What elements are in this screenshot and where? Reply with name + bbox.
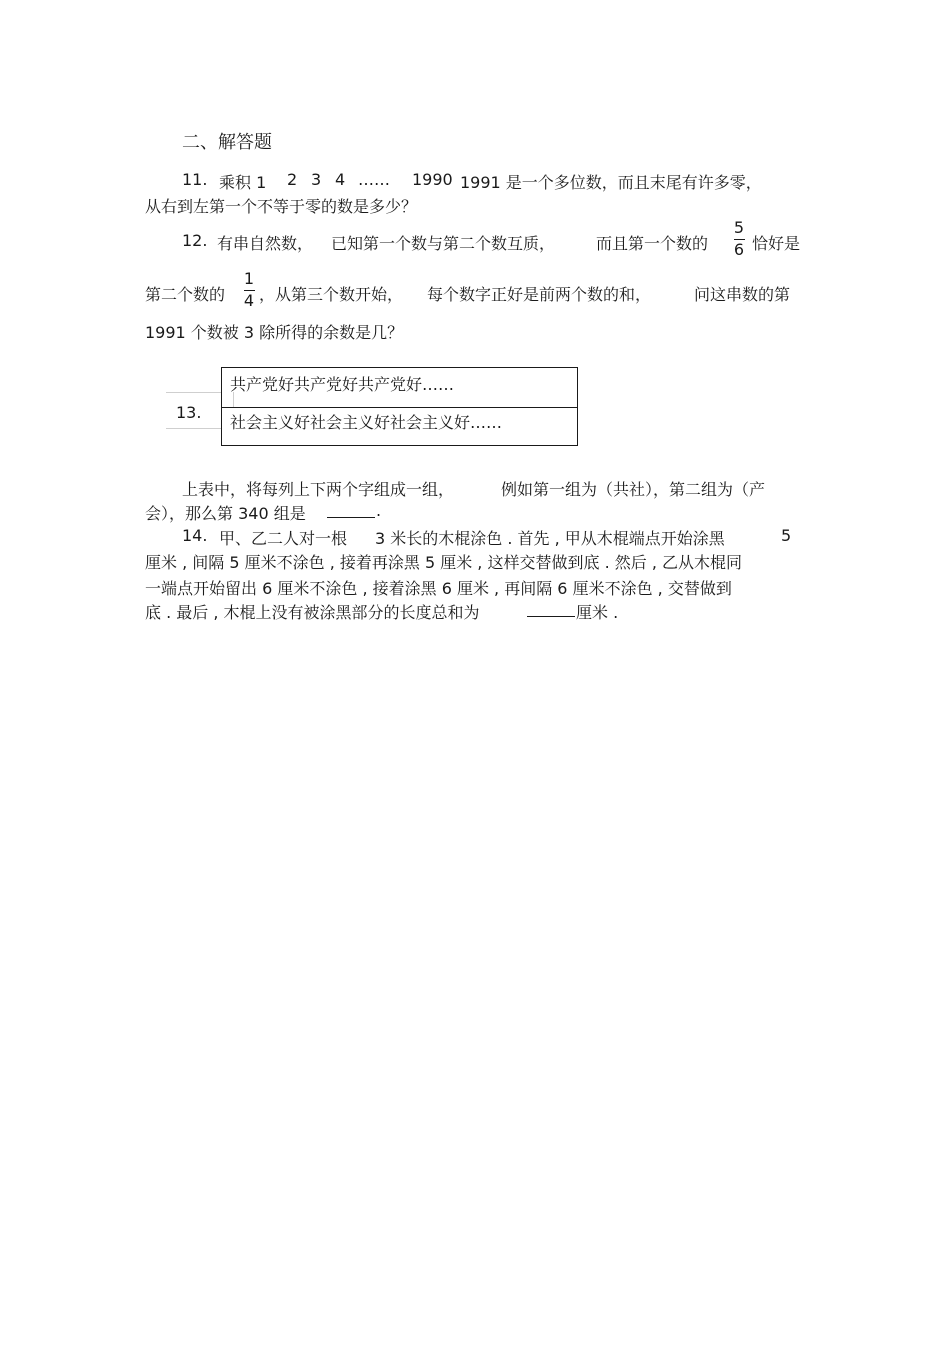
q13-line-1b: 例如第一组为（共社），第二组为（产 [501, 480, 766, 499]
q13-number: 13. [176, 403, 202, 422]
q12-text-2: 已知第一个数与第二个数互质， [331, 234, 556, 253]
fraction-denominator: 6 [733, 240, 745, 259]
q12-text-3: 而且第一个数的 [596, 234, 709, 253]
q12-line-3: 1991 个数被 3 除所得的余数是几？ [145, 323, 404, 342]
q14-text-3: 5 [781, 526, 792, 545]
q12-line-2d: 问这串数的第 [694, 285, 791, 304]
character-table [221, 367, 578, 446]
q12-line-2b: ，从第三个数开始， [259, 285, 404, 304]
q11-number: 11. [182, 170, 208, 189]
q11-text-1: 乘积 1 [219, 173, 267, 192]
table-guide-line [166, 428, 222, 429]
section-heading: 二、解答题 [182, 132, 272, 153]
table-row-2: 社会主义好社会主义好社会主义好…… [230, 413, 503, 432]
q12-fraction-one-quarter [241, 270, 257, 310]
fraction-numerator: 1 [243, 269, 255, 288]
table-row-1: 共产党好共产党好共产党好…… [230, 375, 455, 394]
q11-line-2: 从右到左第一个不等于零的数是多少？ [145, 197, 418, 216]
q14-number: 14. [182, 526, 208, 545]
q14-line-3: 一端点开始留出 6 厘米不涂色 , 接着涂黑 6 厘米 , 再间隔 6 厘米不涂色 , 交替做到 [145, 579, 732, 598]
answer-blank [527, 602, 575, 617]
q12-line-2a: 第二个数的 [145, 285, 226, 304]
q14-text-1: 甲、乙二人对一根 [219, 529, 348, 548]
q12-text-1: 有串自然数， [217, 234, 314, 253]
q13-line-2b: . [376, 501, 382, 520]
q14-line-4b: 厘米 . [576, 603, 619, 622]
q13-line-2a: 会），那么第 340 组是 [145, 504, 306, 523]
answer-blank [327, 503, 375, 518]
q11-text-4: 4 [335, 170, 346, 189]
table-divider [222, 407, 577, 408]
q12-number: 12. [182, 231, 208, 250]
q11-text-5: 1990 [412, 170, 453, 189]
fraction-numerator: 5 [733, 218, 745, 237]
q11-text-6: 1991 是一个多位数，而且末尾有许多零， [460, 173, 762, 192]
q14-line-2: 厘米 , 间隔 5 厘米不涂色 , 接着再涂黑 5 厘米 , 这样交替做到底 . 然后 , 乙从木棍同 [145, 553, 742, 572]
q11-ellipsis: …… [358, 170, 390, 189]
q12-fraction-five-sixths [731, 219, 747, 259]
q11-text-3: 3 [311, 170, 322, 189]
q11-text-2: 2 [287, 170, 298, 189]
q12-line-2c: 每个数字正好是前两个数的和， [427, 285, 652, 304]
fraction-denominator: 4 [243, 291, 255, 310]
q14-text-2: 3 米长的木棍涂色 . 首先 , 甲从木棍端点开始涂黑 [375, 529, 725, 548]
q12-text-4: 恰好是 [752, 234, 801, 253]
q14-line-4a: 底 . 最后 , 木棍上没有被涂黑部分的长度总和为 [145, 603, 480, 622]
q13-line-1a: 上表中，将每列上下两个字组成一组， [182, 480, 455, 499]
table-guide-line [166, 392, 222, 393]
